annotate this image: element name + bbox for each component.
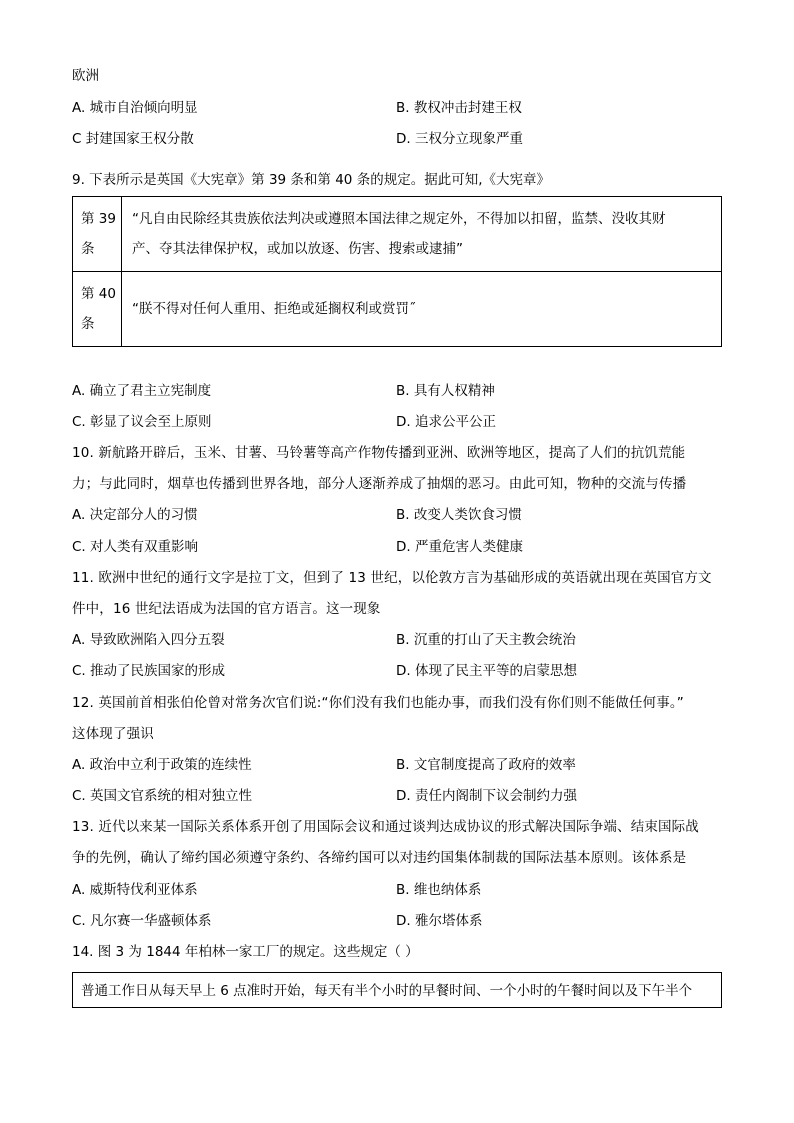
q14-stem: 14. 图 3 为 1844 年柏林一家工厂的规定。这些规定（ ） xyxy=(72,944,419,960)
q9-table-row xyxy=(73,197,722,272)
q9-option-b: B. 具有人权精神 xyxy=(396,383,495,399)
q9-article-label: 条 xyxy=(81,241,95,257)
q10-option-c: C. 对人类有双重影响 xyxy=(72,539,199,555)
q8-option-c: C 封建国家王权分散 xyxy=(72,131,194,147)
q13-option-a: A. 威斯特伐利亚体系 xyxy=(72,882,198,898)
q8-option-b: B. 教权冲击封建王权 xyxy=(396,100,522,116)
q9-text-line: 产、夺其法律保护权，或加以放逐、伤害、搜索或逮捕” xyxy=(132,241,463,257)
q8-option-a: A. 城市自治倾向明显 xyxy=(72,100,198,116)
q9-article-label: 第 39 xyxy=(81,211,116,227)
q10-stem-line: 10. 新航路开辟后，玉米、甘薯、马铃薯等高产作物传播到亚洲、欧洲等地区，提高了人们的抗饥荒能 xyxy=(72,445,686,461)
q12-option-a: A. 政治中立利于政策的连续性 xyxy=(72,757,252,773)
q13-option-c: C. 凡尔赛一华盛顿体系 xyxy=(72,913,212,929)
q13-option-b: B. 维也纳体系 xyxy=(396,882,482,898)
q12-stem-line: 12. 英国前首相张伯伦曾对常务次官们说:“你们没有我们也能办事，而我们没有你们则不能做任何事。” xyxy=(72,695,684,711)
q9-text-cell xyxy=(122,197,722,272)
q9-stem: 9. 下表所示是英国《大宪章》第 39 条和第 40 条的规定。据此可知,《大宪章》 xyxy=(72,172,550,188)
q13-stem-line: 13. 近代以来某一国际关系体系开创了用国际会议和通过谈判达成协议的形式解决国际争端、结束国际战 xyxy=(72,819,699,835)
q11-stem-line: 11. 欧洲中世纪的通行文字是拉丁文，但到了 13 世纪，以伦敦方言为基础形成的英语就出现在英国官方文 xyxy=(72,570,712,586)
q10-stem-line: 力；与此同时，烟草也传播到世界各地，部分人逐渐养成了抽烟的恶习。由此可知，物种的交流与传播 xyxy=(72,476,687,492)
q12-stem-line: 这体现了强识 xyxy=(72,726,154,742)
q8-option-d: D. 三权分立现象严重 xyxy=(396,131,523,147)
q8-stem-tail: 欧洲 xyxy=(72,68,99,84)
q9-table xyxy=(72,196,722,347)
q9-article-label: 第 40 xyxy=(81,286,116,302)
q10-option-b: B. 改变人类饮食习惯 xyxy=(396,507,522,523)
q11-option-d: D. 体现了民主平等的启蒙思想 xyxy=(396,663,577,679)
q9-article-cell xyxy=(73,197,122,272)
q11-option-c: C. 推动了民族国家的形成 xyxy=(72,663,226,679)
q11-option-a: A. 导致欧洲陷入四分五裂 xyxy=(72,632,225,648)
q9-article-cell xyxy=(73,272,122,347)
q9-option-d: D. 追求公平公正 xyxy=(396,414,496,430)
q10-option-d: D. 严重危害人类健康 xyxy=(396,539,523,555)
q9-option-a: A. 确立了君主立宪制度 xyxy=(72,383,212,399)
q12-option-b: B. 文官制度提高了政府的效率 xyxy=(396,757,576,773)
q11-stem-line: 件中，16 世纪法语成为法国的官方语言。这一现象 xyxy=(72,601,381,617)
q11-option-b: B. 沉重的打山了天主教会统治 xyxy=(396,632,576,648)
q13-option-d: D. 雅尔塔体系 xyxy=(396,913,483,929)
q14-regulation-box xyxy=(72,972,722,1008)
q12-option-c: C. 英国文官系统的相对独立性 xyxy=(72,788,253,804)
q9-article-label: 条 xyxy=(81,316,95,332)
q9-option-c: C. 彰显了议会至上原则 xyxy=(72,414,212,430)
q10-option-a: A. 决定部分人的习惯 xyxy=(72,507,198,523)
q12-option-d: D. 责任内阁制下议会制约力强 xyxy=(396,788,577,804)
q9-text-line: “凡自由民除经其贵族依法判决或遵照本国法律之规定外，不得加以扣留，监禁、没收其财 xyxy=(132,211,666,227)
q13-stem-line: 争的先例，确认了缔约国必须遵守条约、各缔约国可以对违约国集体制裁的国际法基本原则。该体系是 xyxy=(72,850,687,866)
q9-text-line: “朕不得对任何人重用、拒绝或延搁权利或赏罚˝ xyxy=(132,301,416,317)
q9-text-cell xyxy=(122,272,722,347)
q9-table-row xyxy=(73,272,722,347)
q14-regulation-text: 普通工作日从每天早上 6 点准时开始，每天有半个小时的早餐时间、一个小时的午餐时间以及下午半个 xyxy=(81,983,693,999)
